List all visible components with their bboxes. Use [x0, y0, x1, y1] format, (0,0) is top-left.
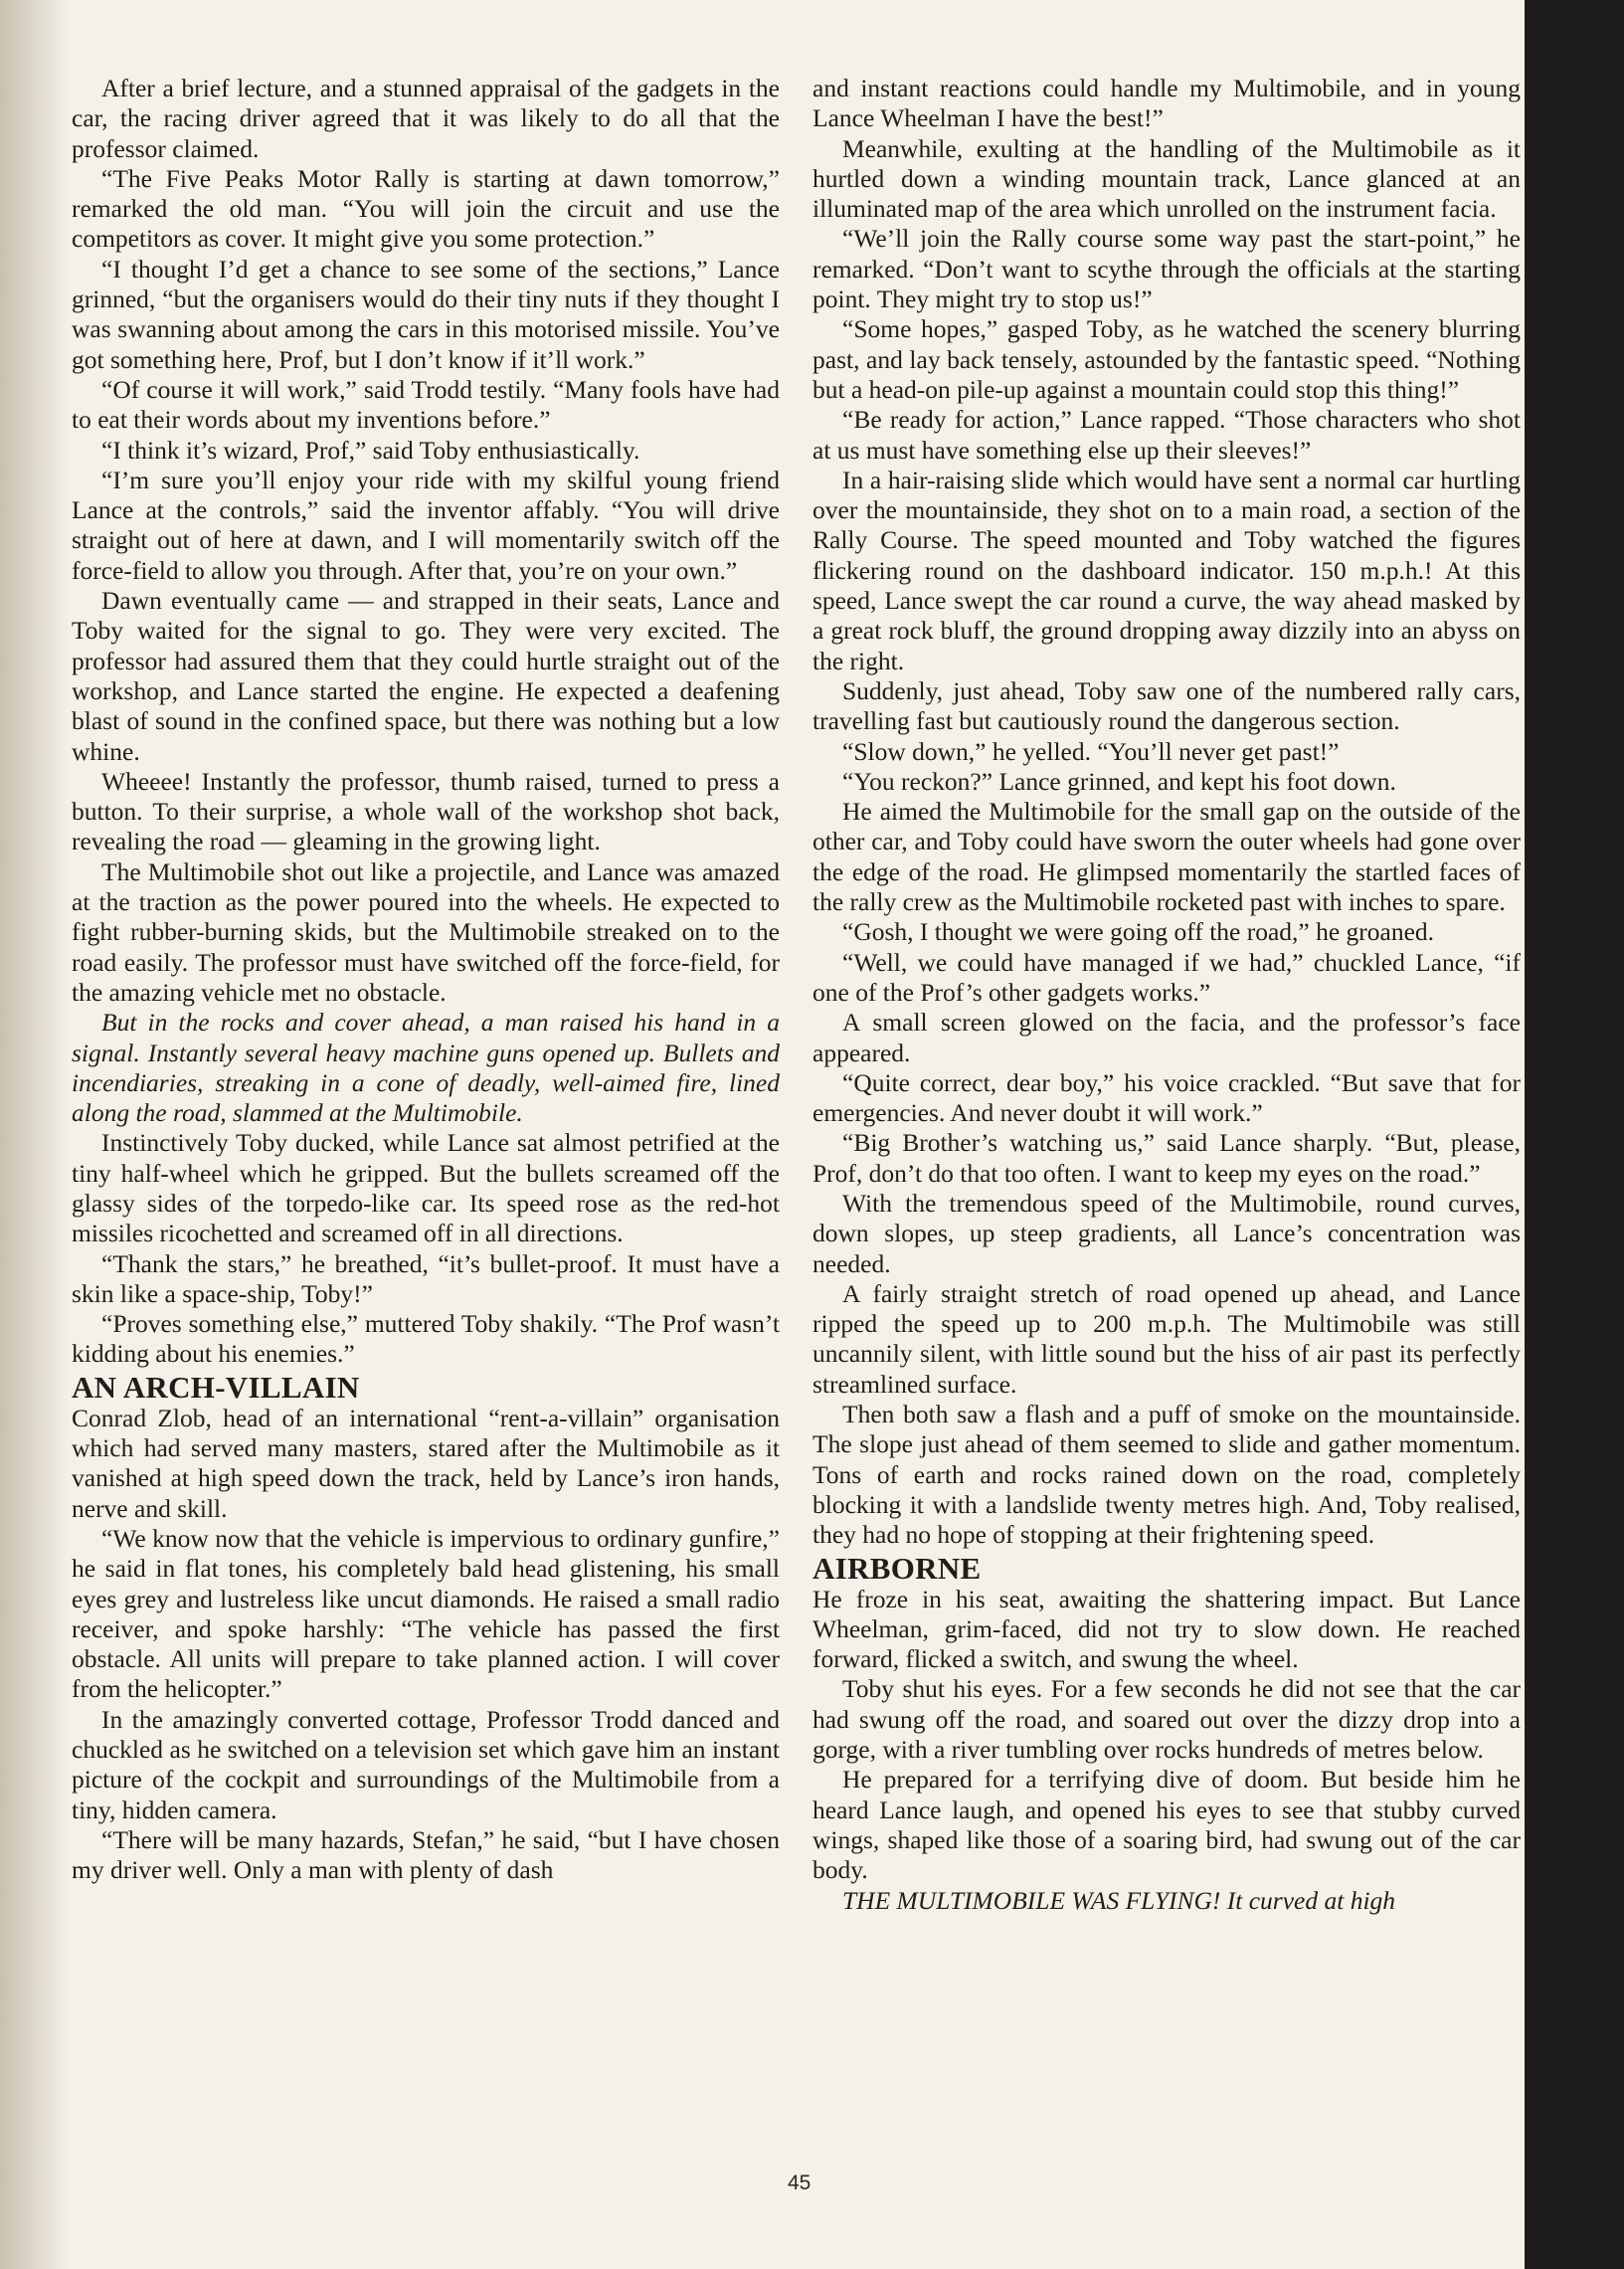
- paragraph: “Big Brother’s watching us,” said Lance sharply. “But, please, Prof, don’t do that too often. I want to keep my eyes on the road.”: [812, 1128, 1521, 1188]
- paragraph: “Proves something else,” muttered Toby shakily. “The Prof wasn’t kidding about his enemies.”: [72, 1309, 780, 1369]
- paragraph: He aimed the Multimobile for the small gap on the outside of the other car, and Toby could have sworn the outer wheels had gone over the edge of the road. He glimpsed momentarily the startled faces of the rally crew as the Multimobile rocketed past with inches to spare.: [812, 797, 1521, 917]
- paragraph: He froze in his seat, awaiting the shattering impact. But Lance Wheelman, grim-faced, did not try to slow down. He reached forward, flicked a switch, and swung the wheel.: [812, 1584, 1521, 1674]
- paragraph: But in the rocks and cover ahead, a man raised his hand in a signal. Instantly several heavy machine guns opened up. Bullets and incendiaries, streaking in a cone of deadly, well-aimed fire, lined along the road, slammed at the Multimobile.: [72, 1008, 780, 1128]
- paragraph: “There will be many hazards, Stefan,” he said, “but I have chosen my driver well. Only a man with plenty of dash: [72, 1824, 780, 1885]
- paragraph: In the amazingly converted cottage, Professor Trodd danced and chuckled as he switched on a television set which gave him an instant picture of the cockpit and surroundings of the Multimobile from a tiny, hidden camera.: [72, 1704, 780, 1824]
- paragraph: “Thank the stars,” he breathed, “it’s bullet-proof. It must have a skin like a space-ship, Toby!”: [72, 1248, 780, 1308]
- paragraph: “Well, we could have managed if we had,” chuckled Lance, “if one of the Prof’s other gadgets works.”: [812, 947, 1521, 1007]
- paragraph: “Some hopes,” gasped Toby, as he watched the scenery blurring past, and lay back tensely, astounded by the fantastic speed. “Nothing but a head-on pile-up against a mountain could stop this thing!”: [812, 314, 1521, 404]
- paragraph: With the tremendous speed of the Multimobile, round curves, down slopes, up steep gradients, all Lance’s concentration was needed.: [812, 1188, 1521, 1278]
- paragraph: THE MULTIMOBILE WAS FLYING! It curved at high: [842, 1885, 1396, 1915]
- paragraph: Conrad Zlob, head of an international “rent-a-villain” organisation which had served many masters, stared after the Multimobile as it vanished at high speed down the track, held by Lance’s iron hands, nerve and skill.: [72, 1403, 780, 1523]
- paragraph: “Of course it will work,” said Trodd testily. “Many fools have had to eat their words about my inventions before.”: [72, 374, 780, 435]
- paragraph: A small screen glowed on the facia, and the professor’s face appeared.: [812, 1008, 1521, 1067]
- paragraph: In a hair-raising slide which would have sent a normal car hurtling over the mountainside, they shot on to a main road, a section of the Rally Course. The speed mounted and Toby watched the figures flickering round on the dashboard indicator. 150 m.p.h.! At this speed, Lance swept the car round a curve, the way ahead masked by a great rock bluff, the ground dropping away dizzily into an abyss on the right.: [812, 465, 1521, 675]
- paragraph: Instinctively Toby ducked, while Lance sat almost petrified at the tiny half-wheel which he gripped. But the bullets screamed off the glassy sides of the torpedo-like car. Its speed rose as the red-hot missiles ricochetted and screamed off in all directions.: [72, 1128, 780, 1248]
- paragraph: Then both saw a flash and a puff of smoke on the mountainside. The slope just ahead of them seemed to slide and gather momentum. Tons of earth and rocks rained down on the road, completely blocking it with a landslide twenty metres high. And, Toby realised, they had no hope of stopping at their frightening speed.: [812, 1400, 1521, 1550]
- paragraph: He prepared for a terrifying dive of doom. But beside him he heard Lance laugh, and opened his eyes to see that stubby curved wings, shaped like those of a soaring bird, had swung out of the car body.: [812, 1765, 1521, 1885]
- paragraph: “Slow down,” he yelled. “You’ll never get past!”: [842, 736, 1340, 766]
- paragraph: “I thought I’d get a chance to see some of the sections,” Lance grinned, “but the organisers would do their tiny nuts if they thought I was swanning about among the cars in this motorised missile. You’ve got something here, Prof, but I don’t know if it’ll work.”: [72, 254, 780, 374]
- paragraph: Dawn eventually came — and strapped in their seats, Lance and Toby waited for the signal to go. They were very excited. The professor had assured them that they could hurtle straight out of the workshop, and Lance started the engine. He expected a deafening blast of sound in the confined space, but there was nothing but a low whine.: [72, 586, 780, 766]
- paragraph: Suddenly, just ahead, Toby saw one of the numbered rally cars, travelling fast but cautiously round the dangerous section.: [812, 675, 1521, 736]
- paragraph: “We know now that the vehicle is impervious to ordinary gunfire,” he said in flat tones, his completely bald head glistening, his small eyes grey and lustreless like uncut diamonds. He raised a small radio receiver, and spoke harshly: “The vehicle has passed the first obstacle. All units will prepare to take planned action. I will cover from the helicopter.”: [72, 1523, 780, 1704]
- paragraph: After a brief lecture, and a stunned appraisal of the gadgets in the car, the racing driver agreed that it was likely to do all that the professor claimed.: [72, 74, 780, 163]
- binding-shadow: [0, 0, 70, 2269]
- section-heading: AN ARCH-VILLAIN: [72, 1369, 360, 1405]
- right-column: [812, 74, 1521, 1916]
- paragraph: “Quite correct, dear boy,” his voice crackled. “But save that for emergencies. And never doubt it will work.”: [812, 1067, 1521, 1128]
- paragraph: “You reckon?” Lance grinned, and kept his foot down.: [842, 766, 1396, 796]
- paragraph: “I’m sure you’ll enjoy your ride with my skilful young friend Lance at the controls,” said the inventor affably. “You will drive straight out of here at dawn, and I will momentarily switch off the force-field to allow you through. After that, you’re on your own.”: [72, 465, 780, 585]
- paragraph: “I think it’s wizard, Prof,” said Toby enthusiastically.: [101, 435, 640, 465]
- paragraph: A fairly straight stretch of road opened up ahead, and Lance ripped the speed up to 200 m.p.h. The Multimobile was still uncannily silent, with little sound but the hiss of air past its perfectly streamlined surface.: [812, 1278, 1521, 1399]
- paragraph: Toby shut his eyes. For a few seconds he did not see that the car had swung off the road, and soared out over the dizzy drop into a gorge, with a river tumbling over rocks hundreds of metres below.: [812, 1674, 1521, 1765]
- paragraph: The Multimobile shot out like a projectile, and Lance was amazed at the traction as the power poured into the wheels. He expected to fight rubber-burning skids, but the Multimobile streaked on to the road easily. The professor must have switched off the force-field, for the amazing vehicle met no obstacle.: [72, 856, 780, 1007]
- paragraph: Meanwhile, exulting at the handling of the Multimobile as it hurtled down a winding mountain track, Lance glanced at an illuminated map of the area which unrolled on the instrument facia.: [812, 133, 1521, 224]
- page-number: 45: [788, 2172, 812, 2194]
- paragraph: “Be ready for action,” Lance rapped. “Those characters who shot at us must have something else up their sleeves!”: [812, 405, 1521, 465]
- paragraph: Wheeee! Instantly the professor, thumb raised, turned to press a button. To their surprise, a whole wall of the workshop shot back, revealing the road — gleaming in the growing light.: [72, 766, 780, 856]
- section-heading: AIRBORNE: [812, 1550, 982, 1586]
- left-column: [72, 74, 780, 1886]
- paragraph: “Gosh, I thought we were going off the road,” he groaned.: [842, 917, 1435, 947]
- scan-background-strip: [1525, 0, 1624, 2269]
- paragraph: and instant reactions could handle my Multimobile, and in young Lance Wheelman I have the best!”: [812, 74, 1521, 133]
- paragraph: “The Five Peaks Motor Rally is starting at dawn tomorrow,” remarked the old man. “You will join the circuit and use the competitors as cover. It might give you some protection.”: [72, 163, 780, 254]
- paragraph: “We’ll join the Rally course some way past the start-point,” he remarked. “Don’t want to scythe through the officials at the starting point. They might try to stop us!”: [812, 224, 1521, 314]
